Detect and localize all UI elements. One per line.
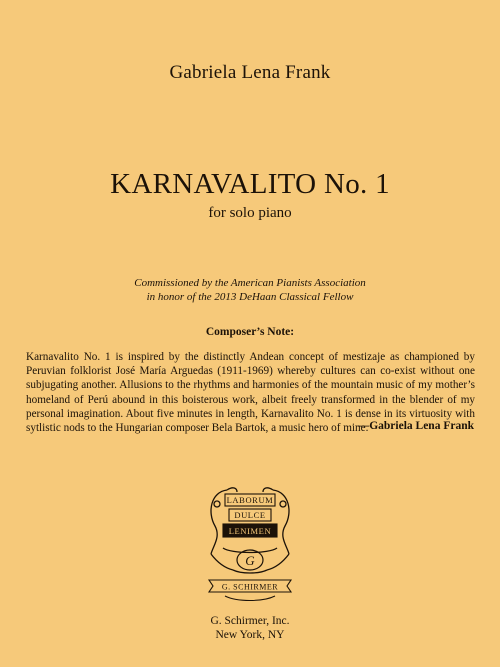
composers-note-body: Karnavalito No. 1 is inspired by the distinctly Andean concept of mestizaje as championed by Peruvian folklorist José María Arguedas (1911-1969) whereby cultures can co-exist without one subjugating another. Allusions to the rhythms and harmonies of the mountain music of my mother’s homeland of Perú abound in this boisterous work, albeit freely transformed in the blender of my personal imagination. About five minutes in length, Karnavalito No. 1 is dense in its virtuosity with sytlistic nods to the Hungarian composer Bela Bartok, a music hero of mine. — [26, 351, 475, 435]
composer-signature: —Gabriela Lena Frank — [357, 420, 474, 432]
publisher-block — [0, 614, 500, 642]
schirmer-seal-logo — [203, 482, 297, 608]
commission-statement — [0, 276, 500, 304]
composer-name: Gabriela Lena Frank — [169, 62, 331, 83]
composers-note-heading: Composer’s Note: — [205, 326, 295, 338]
seal-motto-laborum: LABORUM — [226, 495, 274, 505]
work-subtitle: for solo piano — [208, 205, 292, 221]
commission-line-2: in honor of the 2013 DeHaan Classical Fellow — [146, 291, 354, 303]
commission-line-1: Commissioned by the American Pianists Association — [134, 277, 366, 289]
seal-banner-text: G. SCHIRMER — [221, 582, 279, 592]
seal-monogram: G — [245, 553, 255, 568]
work-title: KARNAVALITO No. 1 — [110, 168, 390, 200]
seal-motto-lenimen: LENIMEN — [228, 526, 272, 536]
publisher-city: New York, NY — [215, 629, 285, 641]
seal-motto-dulce: DULCE — [234, 510, 266, 520]
publisher-name: G. Schirmer, Inc. — [210, 615, 290, 627]
